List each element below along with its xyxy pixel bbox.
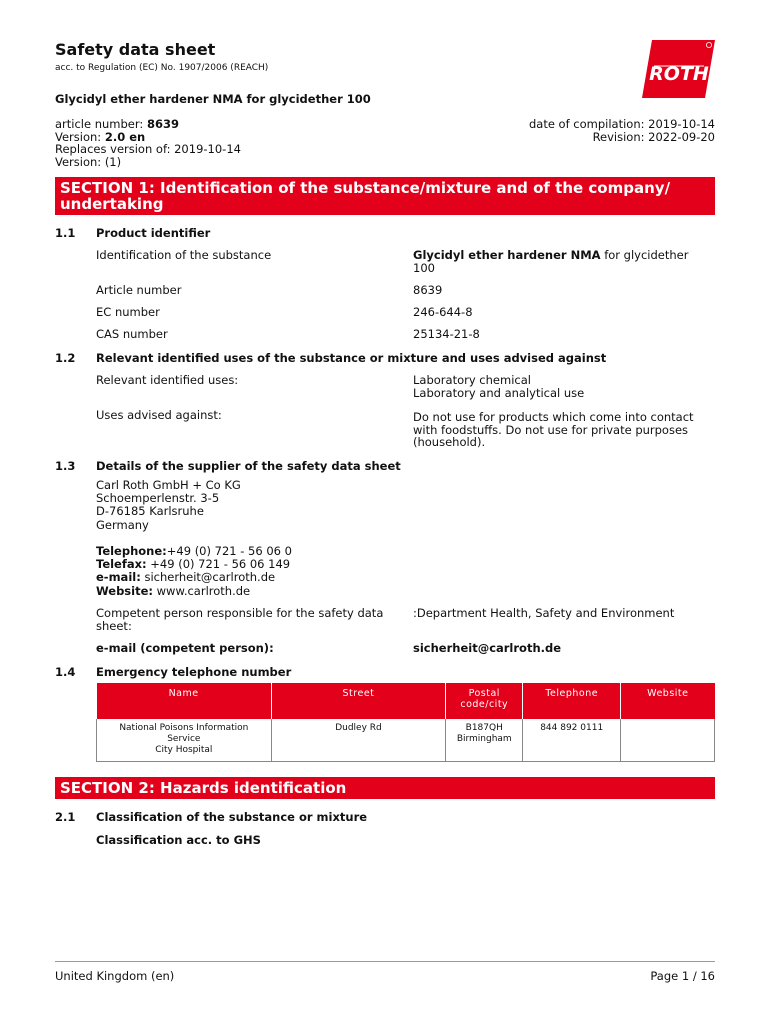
roth-logo — [642, 40, 715, 98]
field-label: Uses advised against: — [96, 408, 222, 422]
subsection-heading: Product identifier — [96, 226, 211, 240]
cas-number-value: 25134-21-8 — [413, 327, 480, 341]
field-label: e-mail (competent person): — [96, 641, 274, 655]
column-header: Name — [97, 683, 272, 719]
field-label: Relevant identified uses: — [96, 373, 239, 387]
supplier-address: Carl Roth GmbH + Co KG Schoemperlenstr. 3-5 D-76185 Karlsruhe Germany — [96, 478, 241, 532]
replaces-version: Replaces version of: 2019-10-14 — [55, 142, 241, 156]
field-label: Identification of the substance — [96, 248, 272, 262]
article-number: 8639 — [146, 117, 179, 131]
section-number: 1.4 — [55, 665, 76, 679]
uses-advised-against-value: Do not use for products which come into contact with foodstuffs. Do not use for private purposes (household). — [413, 410, 694, 449]
section-number: 1.2 — [55, 351, 76, 365]
classification-subheading: Classification acc. to GHS — [96, 833, 261, 847]
subsection-heading: Details of the supplier of the safety data sheet — [96, 459, 401, 473]
revision-date: Revision: 2022-09-20 — [592, 129, 715, 144]
ec-number-value: 246-644-8 — [413, 305, 473, 319]
section-1-header: SECTION 1: Identification of the substance/mixture and of the company/ undertaking — [55, 177, 715, 215]
version-number: 2.0 en — [104, 129, 146, 144]
table-cell-telephone: 844 892 0111 — [523, 719, 621, 761]
column-header: Street — [271, 683, 446, 719]
article-number-value: 8639 — [413, 283, 443, 297]
document-meta-right — [529, 118, 715, 143]
regulation-subtitle: acc. to Regulation (EC) No. 1907/2006 (REACH) — [55, 63, 269, 73]
subsection-heading: Emergency telephone number — [96, 665, 292, 679]
identified-uses-value: Laboratory chemical Laboratory and analytical use — [413, 373, 585, 400]
product-name: Glycidyl ether hardener NMA for glycidether 100 — [55, 92, 371, 106]
section-number: 1.3 — [55, 459, 76, 473]
subsection-heading: Classification of the substance or mixture — [96, 810, 368, 824]
footer-country: United Kingdom (en) — [55, 969, 175, 983]
logo-text: ROTH — [649, 63, 709, 85]
field-label: EC number — [96, 305, 160, 319]
table-row — [97, 719, 715, 761]
section-number: 2.1 — [55, 810, 76, 824]
column-header: Telephone — [523, 683, 621, 719]
supplier-website[interactable]: www.carlroth.de — [153, 583, 251, 598]
section-number: 1.1 — [55, 226, 76, 240]
supplier-email[interactable]: sicherheit@carlroth.de — [140, 570, 276, 585]
section-2-header: SECTION 2: Hazards identification — [55, 777, 715, 799]
table-cell-street: Dudley Rd — [271, 719, 446, 761]
table-cell-website — [621, 719, 715, 761]
document-meta-left: article number: 8639 Version: 2.0 en Replaces version of: 2019-10-14 Version: (1) — [55, 117, 241, 169]
field-label: CAS number — [96, 327, 168, 341]
field-label: Article number — [96, 283, 182, 297]
table-cell-name: National Poisons Information Service City Hospital — [97, 719, 272, 761]
subsection-heading: Relevant identified uses of the substance or mixture and uses advised against — [96, 351, 607, 365]
supplier-contact: Telephone:+49 (0) 721 - 56 06 0 Telefax: +49 (0) 721 - 56 06 149 e-mail: sicherheit@carlroth.de Website: www.carlroth.de — [96, 544, 292, 598]
column-header: Postal code/city — [446, 683, 523, 719]
competent-person-value: :Department Health, Safety and Environment — [413, 606, 675, 620]
document-title: Safety data sheet — [55, 40, 216, 59]
footer-divider — [55, 961, 715, 962]
page-number: Page 1 / 16 — [650, 969, 715, 983]
table-cell-postal: B187QH Birmingham — [446, 719, 523, 761]
compilation-date: date of compilation: 2019-10-14 — [528, 117, 715, 131]
column-header: Website — [621, 683, 715, 719]
version-paren: Version: (1) — [55, 154, 122, 169]
emergency-contacts-table — [96, 683, 715, 762]
field-label: Competent person responsible for the safety data sheet: — [96, 606, 384, 633]
substance-identification: Glycidyl ether hardener NMA for glycidether 100 — [413, 248, 689, 275]
competent-email-value[interactable]: sicherheit@carlroth.de — [413, 641, 562, 655]
